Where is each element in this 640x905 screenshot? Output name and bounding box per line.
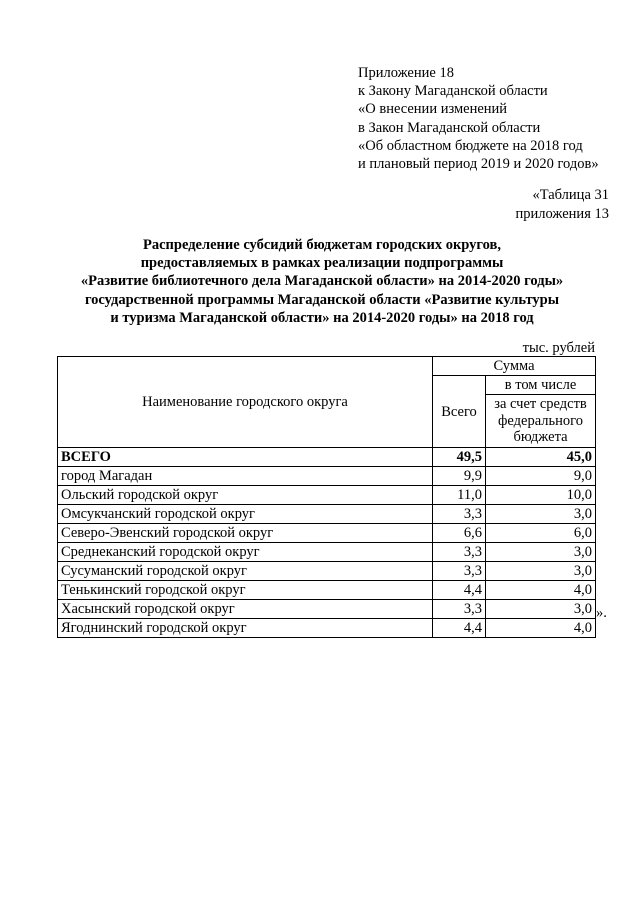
total-cell: 9,9 bbox=[433, 467, 486, 486]
appendix-line: и плановый период 2019 и 2020 годов» bbox=[358, 156, 599, 173]
header-federal: за счет средств федерального бюджета bbox=[486, 395, 596, 448]
district-name-cell: Сусуманский городской округ bbox=[58, 562, 433, 581]
district-name-cell: Ягоднинский городской округ bbox=[58, 619, 433, 638]
federal-cell: 9,0 bbox=[486, 467, 596, 486]
federal-cell: 3,0 bbox=[486, 600, 596, 619]
total-cell: 3,3 bbox=[433, 600, 486, 619]
total-cell: 3,3 bbox=[433, 505, 486, 524]
table-reference-line: «Таблица 31 bbox=[532, 187, 609, 203]
total-row-total: 49,5 bbox=[433, 448, 486, 467]
federal-cell: 3,0 bbox=[486, 562, 596, 581]
appendix-line: Приложение 18 bbox=[358, 65, 454, 81]
header-including: в том числе bbox=[486, 376, 596, 395]
district-name-cell: Северо-Эвенский городской округ bbox=[58, 524, 433, 543]
units-label: тыс. рублей bbox=[522, 340, 595, 356]
table-row bbox=[58, 581, 596, 600]
total-row-name: ВСЕГО bbox=[58, 448, 433, 467]
total-row bbox=[58, 448, 596, 467]
total-cell: 11,0 bbox=[433, 486, 486, 505]
table-row bbox=[58, 486, 596, 505]
district-name-cell: Хасынский городской округ bbox=[58, 600, 433, 619]
header-sum: Сумма bbox=[433, 357, 596, 376]
title-line: Распределение субсидий бюджетам городских округов, bbox=[143, 237, 501, 253]
table-row bbox=[58, 543, 596, 562]
title-line: предоставляемых в рамках реализации подпрограммы bbox=[140, 255, 504, 272]
federal-cell: 3,0 bbox=[486, 505, 596, 524]
federal-cell: 4,0 bbox=[486, 581, 596, 600]
federal-cell: 3,0 bbox=[486, 543, 596, 562]
appendix-line: «О внесении изменений bbox=[358, 101, 508, 118]
title-line: «Развитие библиотечного дела Магаданской области» на 2014-2020 годы» bbox=[80, 273, 564, 290]
table-row bbox=[58, 467, 596, 486]
table-reference-line: приложения 13 bbox=[515, 205, 609, 222]
table-row bbox=[58, 524, 596, 543]
federal-cell: 6,0 bbox=[486, 524, 596, 543]
table-row bbox=[58, 600, 596, 619]
appendix-header bbox=[358, 64, 599, 173]
district-name-cell: Среднеканский городской округ bbox=[58, 543, 433, 562]
total-cell: 4,4 bbox=[433, 619, 486, 638]
table-row bbox=[58, 619, 596, 638]
table-reference bbox=[516, 186, 609, 223]
district-name-cell: Тенькинский городской округ bbox=[58, 581, 433, 600]
total-cell: 4,4 bbox=[433, 581, 486, 600]
total-row-federal: 45,0 bbox=[486, 448, 596, 467]
document-title bbox=[56, 236, 588, 327]
closing-quote: ». bbox=[596, 605, 607, 621]
table-row bbox=[58, 562, 596, 581]
federal-cell: 10,0 bbox=[486, 486, 596, 505]
title-line: и туризма Магаданской области» на 2014-2020 годы» на 2018 год bbox=[110, 309, 534, 326]
district-name-cell: Ольский городской округ bbox=[58, 486, 433, 505]
appendix-line: «Об областном бюджете на 2018 год bbox=[358, 137, 583, 154]
table-row bbox=[58, 505, 596, 524]
appendix-line: в Закон Магаданской области bbox=[358, 119, 541, 136]
appendix-line: к Закону Магаданской области bbox=[358, 83, 548, 100]
header-total: Всего bbox=[433, 376, 486, 448]
total-cell: 6,6 bbox=[433, 524, 486, 543]
subsidy-table bbox=[57, 356, 596, 638]
total-cell: 3,3 bbox=[433, 562, 486, 581]
district-name-cell: город Магадан bbox=[58, 467, 433, 486]
district-name-cell: Омсукчанский городской округ bbox=[58, 505, 433, 524]
title-line: государственной программы Магаданской области «Развитие культуры bbox=[84, 291, 560, 308]
header-district-name: Наименование городского округа bbox=[58, 357, 433, 448]
total-cell: 3,3 bbox=[433, 543, 486, 562]
federal-cell: 4,0 bbox=[486, 619, 596, 638]
